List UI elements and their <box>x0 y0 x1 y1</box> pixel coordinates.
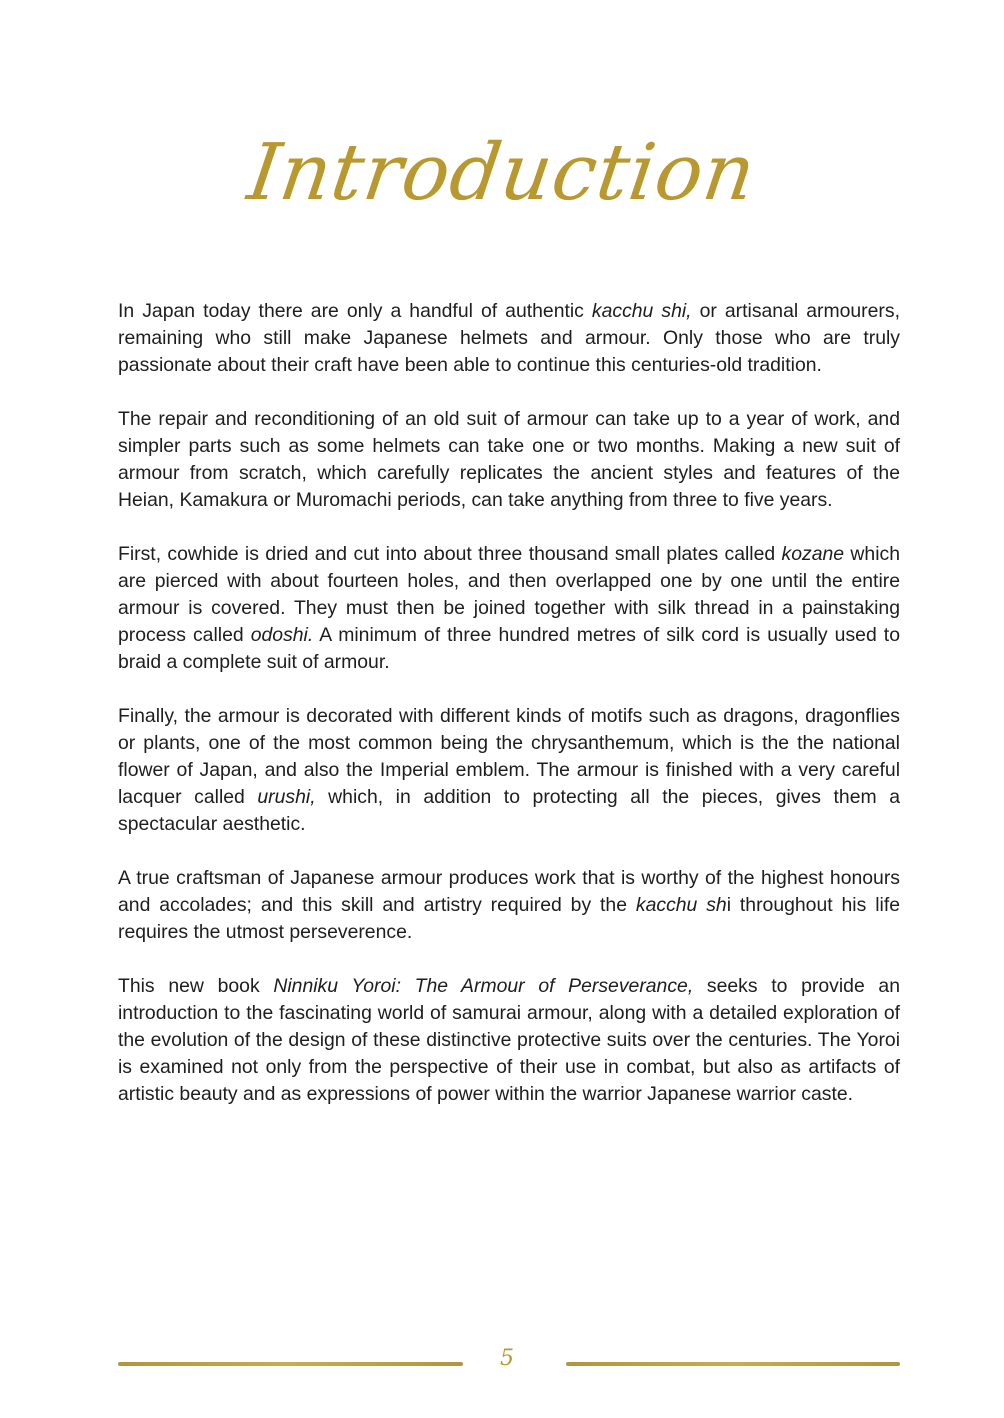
text-run: i throughout his life requires the utmost perseverence. <box>118 894 900 943</box>
italic-term: Ninniku Yoroi: The Armour of Perseverance, <box>273 975 694 997</box>
text-run: A true craftsman of Japanese armour produces work that is worthy of the highest honours and accolades; and this skill and artistry required by the <box>118 867 900 916</box>
text-run: A minimum of three hundred metres of silk cord is usually used to braid a complete suit of armour. <box>118 624 900 673</box>
paragraph <box>118 298 900 379</box>
page-title: Introduction <box>242 128 762 218</box>
paragraph <box>118 406 900 514</box>
text-run: Finally, the armour is decorated with different kinds of motifs such as dragons, dragonflies or plants, one of the most common being the chrysanthemum, which is the the national flower of Japan, and also the Imperial emblem. The armour is finished with a very careful lacquer called <box>118 705 900 808</box>
text-run: The repair and reconditioning of an old suit of armour can take up to a year of work, and simpler parts such as some helmets can take one or two months. Making a new suit of armour from scratch, which carefully replicates the ancient styles and features of the Heian, Kamakura or Muromachi periods, can take anything from three to five years. <box>118 408 900 511</box>
paragraph <box>118 865 900 946</box>
footer-divider-left <box>118 1362 463 1366</box>
text-run: which are pierced with about fourteen holes, and then overlapped one by one until the entire armour is covered. They must then be joined together with silk thread in a painstaking process called <box>118 543 901 646</box>
text-run: First, cowhide is dried and cut into about three thousand small plates called <box>118 543 782 565</box>
italic-term: odoshi. <box>250 624 314 646</box>
footer-divider-right <box>566 1362 900 1366</box>
text-run: seeks to provide an introduction to the fascinating world of samurai armour, along with a detailed exploration of the evolution of the design of these distinctive protective suits over the centuries. The Yoroi is examined not only from the perspective of their use in combat, but also as artifacts of artistic beauty and as expressions of power within the warrior Japanese warrior caste. <box>118 975 901 1105</box>
paragraph <box>118 541 900 676</box>
text-run: which, in addition to protecting all the pieces, gives them a spectacular aesthetic. <box>118 786 900 835</box>
page-number: 5 <box>500 1346 514 1371</box>
text-run: In Japan today there are only a handful of authentic <box>118 300 592 322</box>
body-text <box>118 298 900 1135</box>
text-run: or artisanal armourers, remaining who still make Japanese helmets and armour. Only those who are truly passionate about their craft have been able to continue this centuries-old tradition. <box>118 300 900 376</box>
italic-term: kacchu shi, <box>591 300 692 322</box>
italic-term: kozane <box>781 543 845 565</box>
paragraph <box>118 703 900 838</box>
italic-term: urushi, <box>257 786 316 808</box>
paragraph <box>118 973 900 1108</box>
text-run: This new book <box>118 975 274 997</box>
italic-term: kacchu sh <box>635 894 727 916</box>
